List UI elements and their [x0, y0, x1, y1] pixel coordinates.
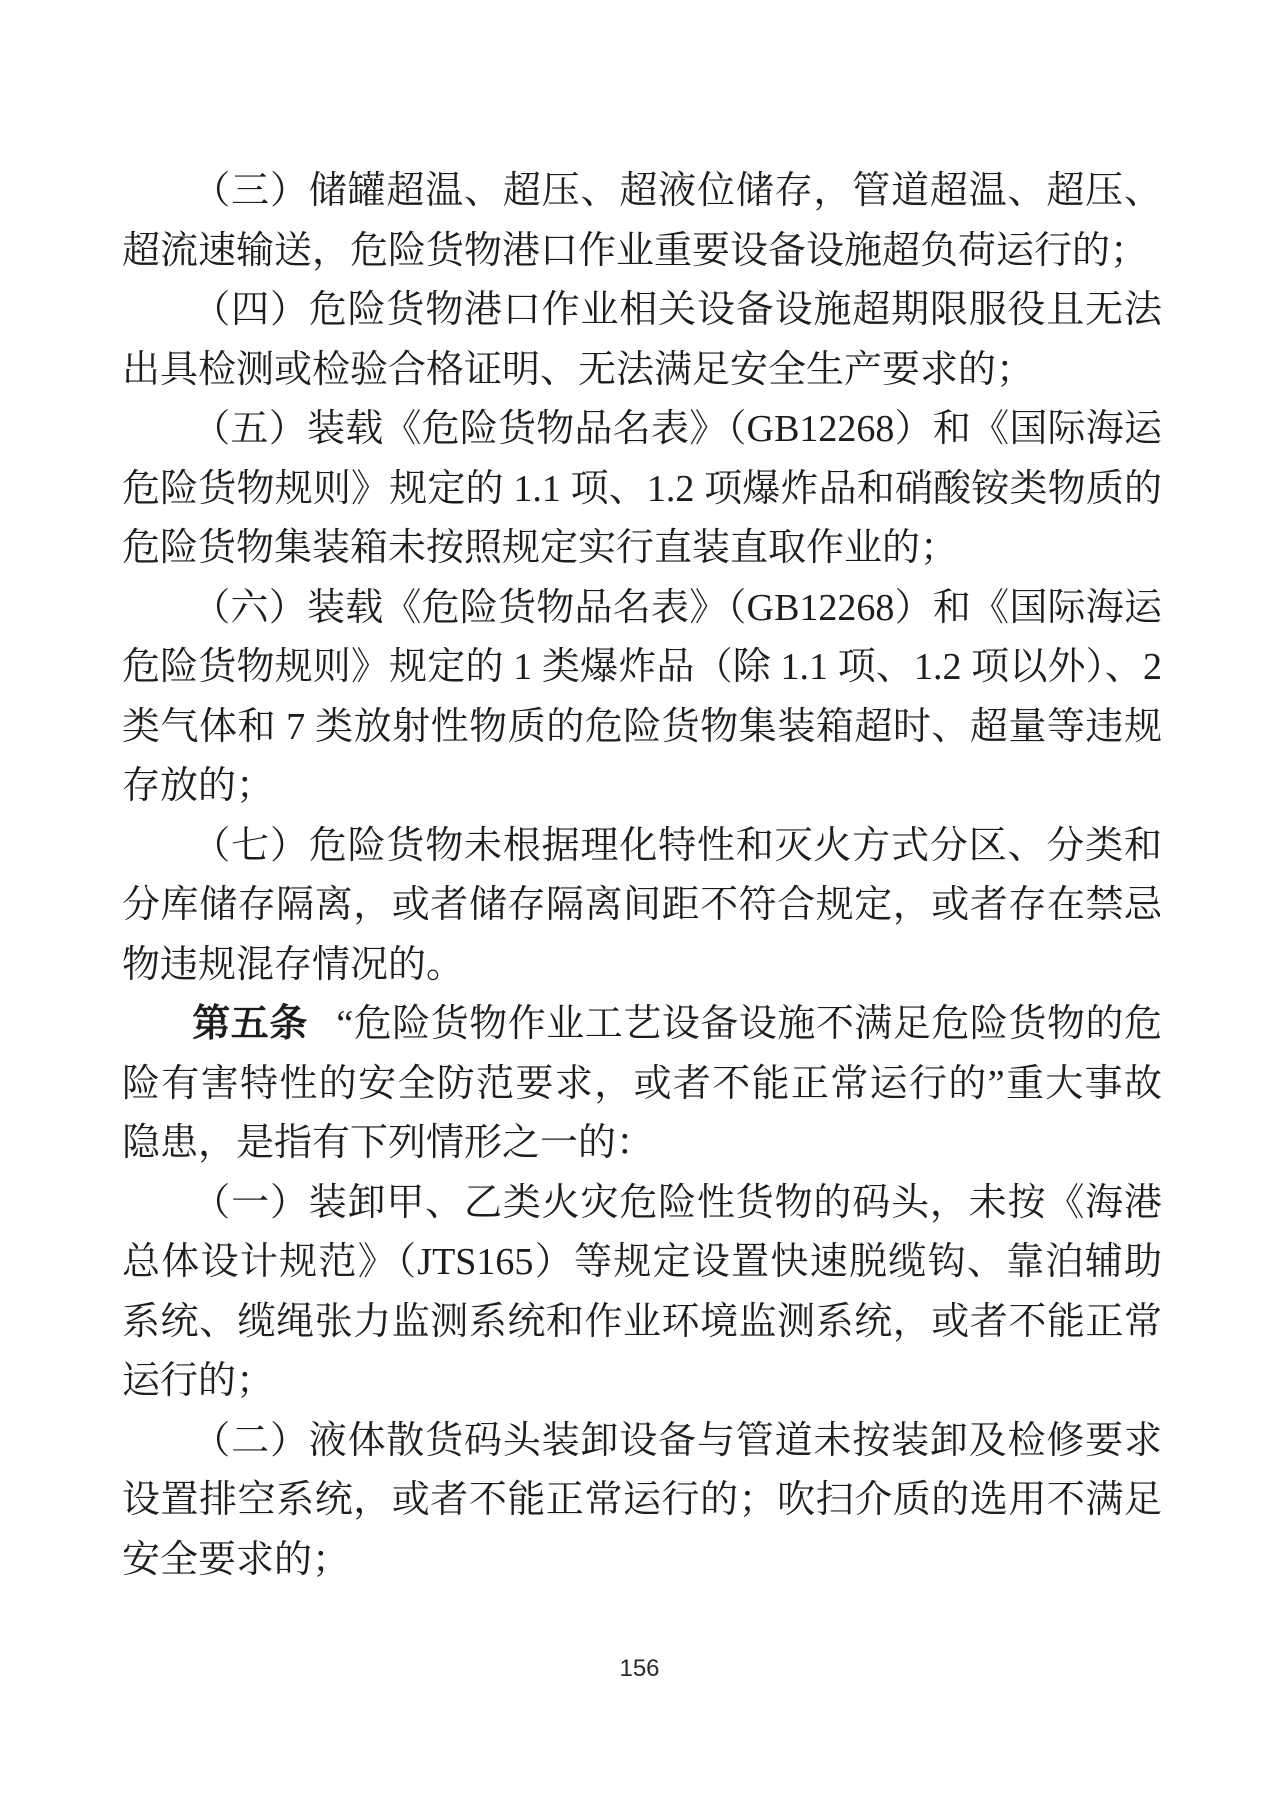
- article-5-label: 第五条: [192, 1003, 308, 1045]
- clause-item-2: （二）液体散货码头装卸设备与管道未按装卸及检修要求设置排空系统，或者不能正常运行的；吹扫介质的选用不满足安全要求的；: [122, 1419, 1162, 1581]
- clause-item-1: （一）装卸甲、乙类火灾危险性货物的码头，未按《海港总体设计规范》（JTS165）等规定设置快速脱缆钩、靠泊辅助系统、缆绳张力监测系统和作业环境监测系统，或者不能正常运行的；: [122, 1181, 1162, 1402]
- clause-item-6: （六）装载《危险货物品名表》（GB12268）和《国际海运危险货物规则》规定的 1 类爆炸品（除 1.1 项、1.2 项以外）、2 类气体和 7 类放射性物质的危险货物集装箱超时、超量等违规存放的；: [122, 586, 1162, 807]
- clause-item-3: （三）储罐超温、超压、超液位储存，管道超温、超压、超流速输送，危险货物港口作业重要设备设施超负荷运行的；: [122, 170, 1162, 272]
- article-5-paragraph: [122, 995, 1162, 1174]
- clause-item-5: （五）装载《危险货物品名表》（GB12268）和《国际海运危险货物规则》规定的 1.1 项、1.2 项爆炸品和硝酸铵类物质的危险货物集装箱未按照规定实行直装直取作业的；: [122, 408, 1162, 569]
- article-5-text: “危险货物作业工艺设备设施不满足危险货物的危险有害特性的安全防范要求，或者不能正常运行的”重大事故隐患，是指有下列情形之一的：: [122, 1003, 1162, 1164]
- page-number: 156: [619, 1655, 660, 1682]
- clause-item-7: （七）危险货物未根据理化特性和灭火方式分区、分类和分库储存隔离，或者储存隔离间距不符合规定，或者存在禁忌物违规混存情况的。: [122, 824, 1162, 986]
- clause-item-4: （四）危险货物港口作业相关设备设施超期限服役且无法出具检测或检验合格证明、无法满足安全生产要求的；: [122, 289, 1162, 391]
- document-body: [122, 162, 1162, 1590]
